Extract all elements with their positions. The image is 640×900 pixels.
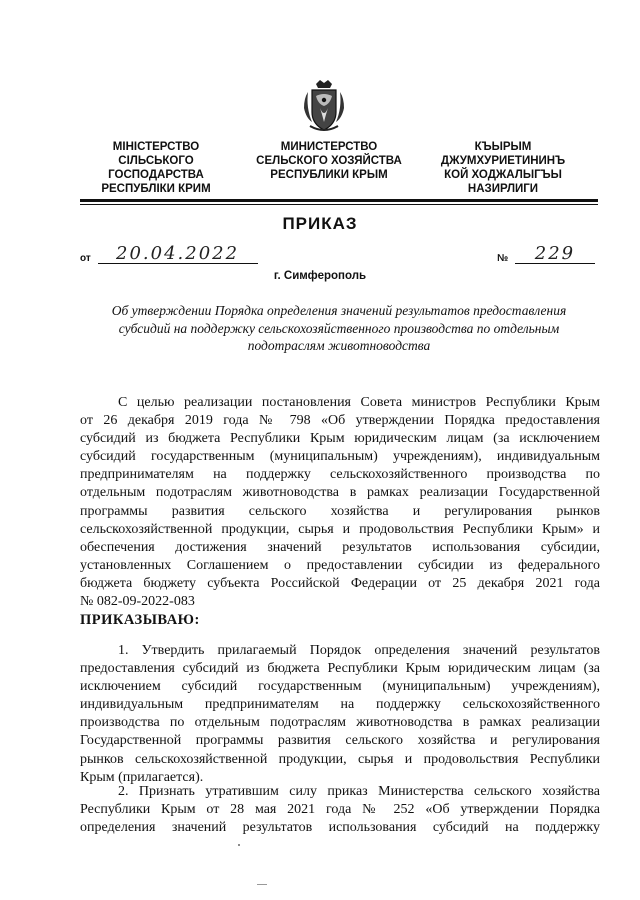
ministry-ua-line: ГОСПОДАРСТВА — [108, 169, 204, 181]
item1-line: индивидуальным предпринимателям на поддержку сельскохозяйственного — [80, 697, 600, 713]
preamble-line: бюджета бюджету субъекта Российской Федерации от 25 декабря 2021 года — [80, 575, 600, 591]
order-number — [497, 245, 595, 264]
preamble-line: обеспечения достижения значений результатов использования субсидии, — [80, 539, 600, 555]
decree-heading: ПРИКАЗЫВАЮ: — [80, 612, 200, 628]
preamble-line: установленных Соглашением о предоставлении субсидии из федерального — [80, 557, 600, 573]
preamble-line: предпринимателям на поддержку сельскохозяйственного производства по — [80, 467, 600, 483]
preamble-line: сельскохозяйственной продукции, сырья и продовольствия Республики Крым» и — [80, 521, 600, 537]
item1-line: производства по отдельным подотраслям животноводства в рамках реализации — [80, 715, 600, 731]
preamble-line: отдельным подотраслям животноводства в рамках реализации Государственной — [80, 485, 600, 501]
item2-line: определения значений результатов использования субсидий на поддержку — [80, 820, 600, 836]
ministry-ua-line: РЕСПУБЛІКИ КРИМ — [101, 183, 211, 195]
ministry-ua-line: СІЛЬСЬКОГО — [118, 155, 194, 167]
item1-line: 1. Утвердить прилагаемый Порядок определения значений результатов — [118, 643, 600, 658]
ministry-ru-line: РЕСПУБЛИКИ КРЫМ — [270, 169, 388, 181]
number-prefix: № — [497, 253, 509, 264]
item1-line: предоставления субсидий из бюджета Республики Крым юридическим лицам (за — [80, 661, 600, 677]
ministry-ct-line: ДЖУМХУРИЕТИНИНЪ — [440, 155, 566, 167]
preamble-line: от 26 декабря 2019 года № 798 «Об утверждении Порядка предоставления — [80, 413, 600, 429]
scan-speck — [238, 844, 240, 846]
number-handwritten-value: 229 — [515, 245, 595, 264]
preamble-line: программы развития сельского хозяйства и регулирования рынков — [80, 503, 600, 519]
item1-line: Крым (прилагается). — [80, 769, 204, 785]
date-handwritten-value: 20.04.2022 — [98, 245, 258, 264]
subject-line: Об утверждении Порядка определения значений результатов предоставления — [111, 303, 567, 318]
preamble-line: С целью реализации постановления Совета министров Республики Крым — [118, 395, 600, 410]
item1-line: рынков сельскохозяйственной продукции, сырья и продовольствия Республики — [80, 751, 600, 767]
header-divider-thin — [80, 204, 598, 205]
city-name: г. Симферополь — [273, 270, 367, 282]
ministry-ru-line: МИНИСТЕРСТВО — [280, 141, 378, 153]
preamble-line: субсидий из бюджета Республики Крым юридическим лицам (за исключением — [80, 431, 600, 447]
ministry-ct-line: КЪЫРЫМ — [474, 141, 532, 153]
item1-line: исключением субсидий государственным (муниципальным) учреждениям), — [80, 679, 600, 695]
document-title: ПРИКАЗ — [282, 214, 358, 233]
ministry-ct-line: КОЙ ХОДЖАЛЫГЪЫ — [444, 169, 562, 181]
ministry-ru-line: СЕЛЬСКОГО ХОЗЯЙСТВА — [256, 155, 402, 167]
subject-line: подотраслям животноводства — [247, 338, 431, 353]
ministry-name-ukrainian — [76, 140, 236, 196]
order-date — [80, 245, 258, 264]
ministry-ua-line: МІНІСТЕРСТВО — [112, 141, 200, 153]
scan-speck — [257, 884, 267, 885]
date-prefix: от — [80, 253, 91, 264]
ministry-ct-line: НАЗИРЛИГИ — [467, 183, 539, 195]
ministry-name-crimean-tatar — [420, 140, 586, 196]
preamble-line: субсидий государственным (муниципальным) учреждениям), индивидуальным — [80, 449, 600, 465]
preamble-paragraph — [80, 394, 600, 611]
crimea-coat-of-arms-icon — [302, 78, 346, 134]
order-subject — [80, 302, 598, 355]
item2-line: Республики Крым от 28 мая 2021 года № 252 «Об утверждении Порядка — [80, 802, 600, 818]
order-item-2 — [80, 783, 600, 837]
order-item-1 — [80, 642, 600, 787]
preamble-line: № 082-09-2022-083 — [80, 594, 195, 610]
item1-line: Государственной программы развития сельского хозяйства и регулирования — [80, 733, 600, 749]
ministry-name-russian — [238, 140, 420, 182]
header-divider-thick — [80, 199, 598, 202]
subject-line: субсидий на поддержку сельскохозяйственного производства по отдельным — [118, 320, 560, 336]
item2-line: 2. Признать утратившим силу приказ Министерства сельского хозяйства — [118, 784, 600, 799]
